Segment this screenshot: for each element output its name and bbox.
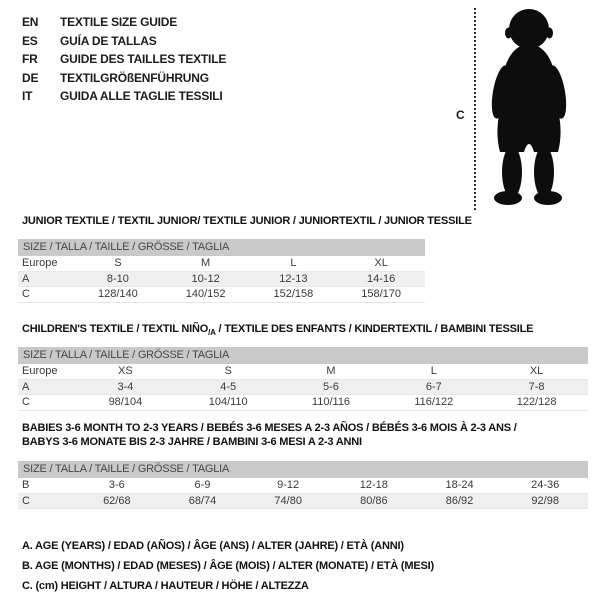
table-cell: 110/116 xyxy=(311,396,351,408)
table-cell: M xyxy=(201,257,211,269)
table-row xyxy=(18,494,588,510)
note-age-months: B. AGE (MONTHS) / EDAD (MESES) / ÂGE (MOIS) / ALTER (MONATE) / ETÀ (MESI) xyxy=(22,560,434,572)
legend-notes xyxy=(22,536,434,596)
table-row xyxy=(18,256,425,272)
lang-code: IT xyxy=(22,89,33,104)
table-cell: S xyxy=(224,365,232,377)
lang-row-en xyxy=(22,13,226,32)
heading-line xyxy=(22,322,533,340)
table-cell: 74/80 xyxy=(274,494,302,507)
lang-row-it xyxy=(22,87,226,106)
row-label: C xyxy=(22,396,30,408)
table-cell: 80/86 xyxy=(360,494,388,507)
note-age-years: A. AGE (YEARS) / EDAD (AÑOS) / ÂGE (ANS) / ALTER (JAHRE) / ETÀ (ANNI) xyxy=(22,540,404,552)
table-row xyxy=(18,395,588,411)
row-label: C xyxy=(22,288,30,300)
table-cell: 3-4 xyxy=(117,380,134,393)
lang-title: GUIDA ALLE TAGLIE TESSILI xyxy=(60,89,223,104)
lang-code: DE xyxy=(22,70,39,85)
table-cell: 4-5 xyxy=(220,380,237,393)
table-cell: 7-8 xyxy=(528,380,545,393)
table-cell: L xyxy=(290,257,297,269)
babies-section-heading xyxy=(22,421,517,449)
table-cell: 6-9 xyxy=(194,479,211,491)
row-label: Europe xyxy=(22,257,58,269)
size-header-bar: SIZE / TALLA / TAILLE / GRÖSSE / TAGLIA xyxy=(18,461,588,478)
table-cell: 6-7 xyxy=(425,380,442,393)
lang-code: EN xyxy=(22,15,39,29)
heading-line: BABIES 3-6 MONTH TO 2-3 YEARS / BEBÉS 3-6 MESES A 2-3 AÑOS / BÉBÉS 3-6 MOIS À 2-3 ANS / xyxy=(22,422,517,434)
lang-code: FR xyxy=(22,52,38,67)
table-cell: 18-24 xyxy=(445,479,474,491)
table-cell: 116/122 xyxy=(414,396,454,408)
lang-code: ES xyxy=(22,33,38,48)
table-cell: 8-10 xyxy=(106,272,129,285)
table-cell: 122/128 xyxy=(516,396,557,408)
lang-title: GUÍA DE TALLAS xyxy=(60,33,157,48)
lang-title: GUIDE DES TAILLES TEXTILE xyxy=(60,52,227,67)
table-cell: 10-12 xyxy=(191,272,220,285)
table-cell: 5-6 xyxy=(323,380,339,393)
table-cell: M xyxy=(326,365,336,377)
height-dotted-line xyxy=(474,8,476,210)
note-height: C. (cm) HEIGHT / ALTURA / HAUTEUR / HÖHE / ALTEZZA xyxy=(22,580,309,592)
table-cell: 68/74 xyxy=(188,494,217,507)
table-cell: S xyxy=(114,257,122,269)
baby-silhouette-icon xyxy=(482,8,574,210)
table-cell: 152/158 xyxy=(273,288,314,300)
table-cell: 62/68 xyxy=(103,494,131,507)
table-cell: L xyxy=(430,365,437,377)
table-cell: 9-12 xyxy=(277,479,300,491)
row-label: Europe xyxy=(22,365,58,377)
lang-row-es xyxy=(22,32,226,51)
children-section-heading xyxy=(22,322,533,340)
heading-text: / TEXTILE DES ENFANTS / KINDERTEXTIL / BAMBINI TESSILE xyxy=(215,323,534,335)
height-c-label: C xyxy=(456,108,465,122)
table-cell: 98/104 xyxy=(108,396,143,408)
lang-row-de xyxy=(22,69,226,88)
row-label: A xyxy=(22,272,30,285)
table-row xyxy=(18,272,425,288)
junior-section-heading xyxy=(22,214,472,228)
table-cell: 86/92 xyxy=(445,494,474,507)
table-row xyxy=(18,364,588,380)
lang-title: TEXTILE SIZE GUIDE xyxy=(60,15,178,29)
junior-size-table xyxy=(18,239,425,303)
lang-row-fr xyxy=(22,50,226,69)
size-header-bar: SIZE / TALLA / TAILLE / GRÖSSE / TAGLIA xyxy=(18,347,588,364)
table-cell: 104/110 xyxy=(208,396,248,408)
children-size-table xyxy=(18,347,588,411)
table-cell: 140/152 xyxy=(185,288,226,300)
table-cell: 24-36 xyxy=(531,479,560,491)
height-measure-figure xyxy=(450,8,580,213)
table-cell: XL xyxy=(374,257,388,269)
table-cell: 14-16 xyxy=(367,272,396,285)
table-row xyxy=(18,478,588,494)
heading-line: JUNIOR TEXTILE / TEXTIL JUNIOR/ TEXTILE JUNIOR / JUNIORTEXTIL / JUNIOR TESSILE xyxy=(22,215,472,227)
table-cell: 92/98 xyxy=(531,494,559,507)
table-row xyxy=(18,380,588,396)
table-cell: 3-6 xyxy=(108,479,125,491)
table-cell: 128/140 xyxy=(97,288,138,300)
heading-subscript: /A xyxy=(208,328,216,338)
heading-text: CHILDREN'S TEXTILE / TEXTIL NIÑO xyxy=(22,323,209,335)
row-label: B xyxy=(22,479,30,491)
babies-size-table xyxy=(18,461,588,509)
size-header-bar: SIZE / TALLA / TAILLE / GRÖSSE / TAGLIA xyxy=(18,239,425,256)
lang-title: TEXTILGRÖßENFÜHRUNG xyxy=(60,70,209,85)
table-cell: XS xyxy=(118,365,133,377)
heading-line: BABYS 3-6 MONATE BIS 2-3 JAHRE / BAMBINI 3-6 MESI A 2-3 ANNI xyxy=(22,436,362,448)
table-cell: 158/170 xyxy=(361,288,401,300)
row-label: A xyxy=(22,380,30,393)
table-cell: 12-18 xyxy=(359,479,388,491)
table-cell: 12-13 xyxy=(279,272,308,285)
table-row xyxy=(18,287,425,303)
language-legend xyxy=(22,13,226,106)
row-label: C xyxy=(22,494,30,507)
table-cell: XL xyxy=(529,365,544,377)
